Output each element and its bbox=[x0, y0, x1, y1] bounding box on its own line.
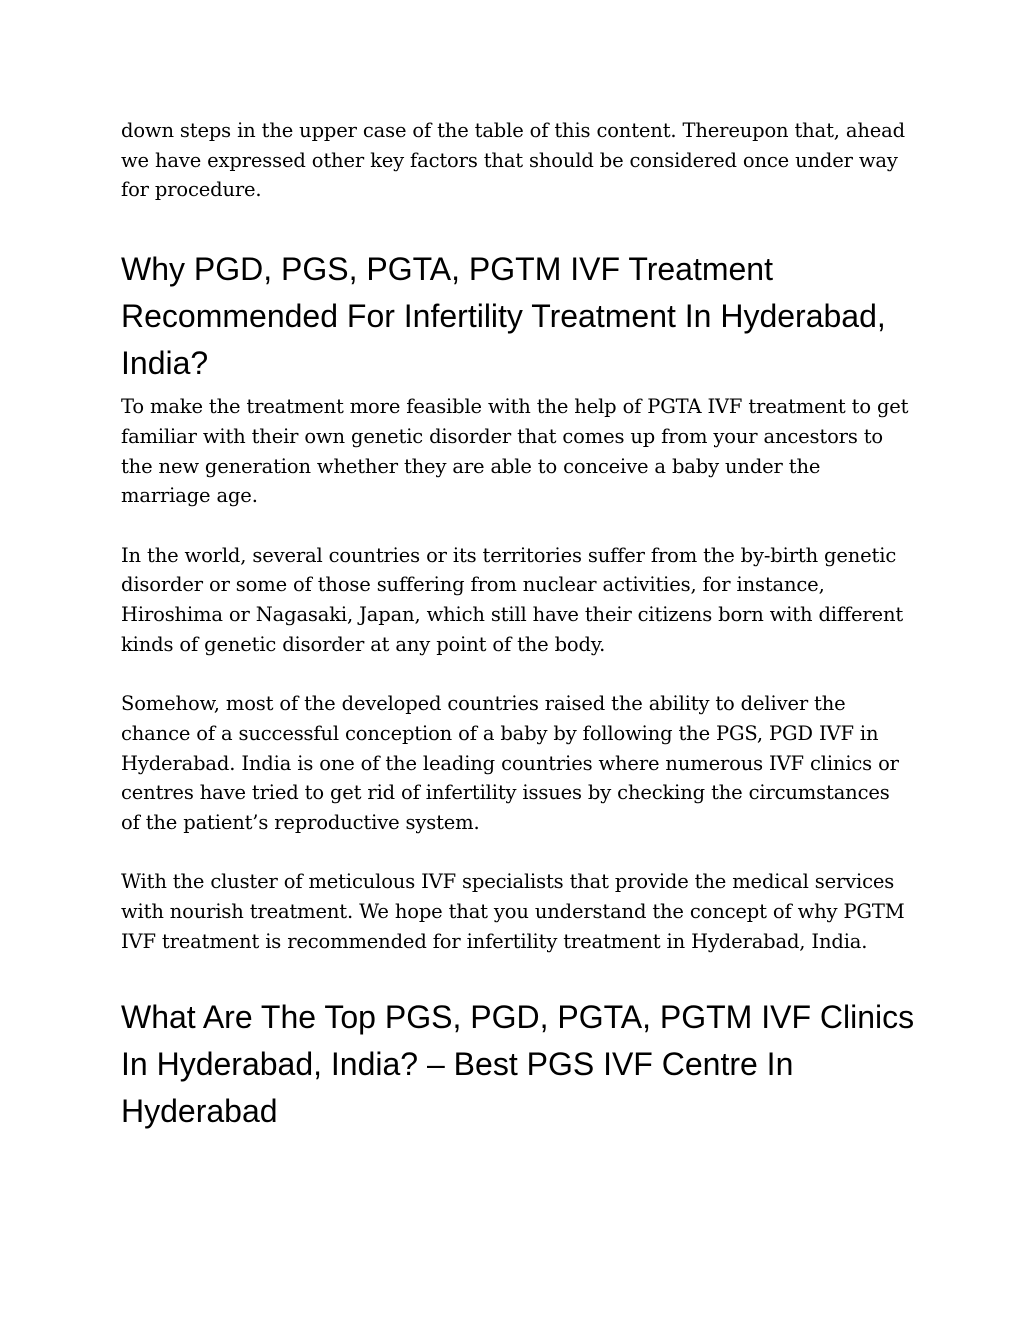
intro-paragraph: down steps in the upper case of the table of this content. Thereupon that, ahead we have expressed other key factors that should be considered once under way for procedure. bbox=[121, 119, 905, 202]
paragraph-gap bbox=[121, 511, 911, 541]
paragraph-gap bbox=[121, 659, 911, 689]
paragraph-pgta-feasible: To make the treatment more feasible with the help of PGTA IVF treatment to get familiar with their own genetic disorder that comes up from your ancestors to the new generation whether they are able to conceive a baby under the marriage age. bbox=[121, 395, 909, 508]
document-page bbox=[121, 116, 915, 1135]
paragraph-developed-countries: Somehow, most of the developed countries raised the ability to deliver the chance of a successful conception of a baby by following the PGS, PGD IVF in Hyderabad. India is one of the leading countries where numerous IVF clinics or centres have tried to get rid of infertility issues by checking the circumstances of the patient’s reproductive system. bbox=[121, 692, 899, 834]
section-heading-why-pgd: Why PGD, PGS, PGTA, PGTM IVF Treatment Recommended For Infertility Treatment In Hyderabad, India? bbox=[121, 251, 886, 382]
section-heading-top-clinics: What Are The Top PGS, PGD, PGTA, PGTM IVF Clinics In Hyderabad, India? – Best PGS IVF Centre In Hyderabad bbox=[121, 999, 915, 1130]
paragraph-genetic-disorder: In the world, several countries or its territories suffer from the by-birth genetic disorder or some of those suffering from nuclear activities, for instance, Hiroshima or Nagasaki, Japan, which still have their citizens born with different kinds of genetic disorder at any point of the body. bbox=[121, 543, 904, 656]
paragraph-ivf-specialists: With the cluster of meticulous IVF specialists that provide the medical services with nourish treatment. We hope that you understand the concept of why PGTM IVF treatment is recommended for infertility treatment in Hyderabad, India. bbox=[121, 870, 905, 953]
paragraph-gap bbox=[121, 838, 911, 868]
